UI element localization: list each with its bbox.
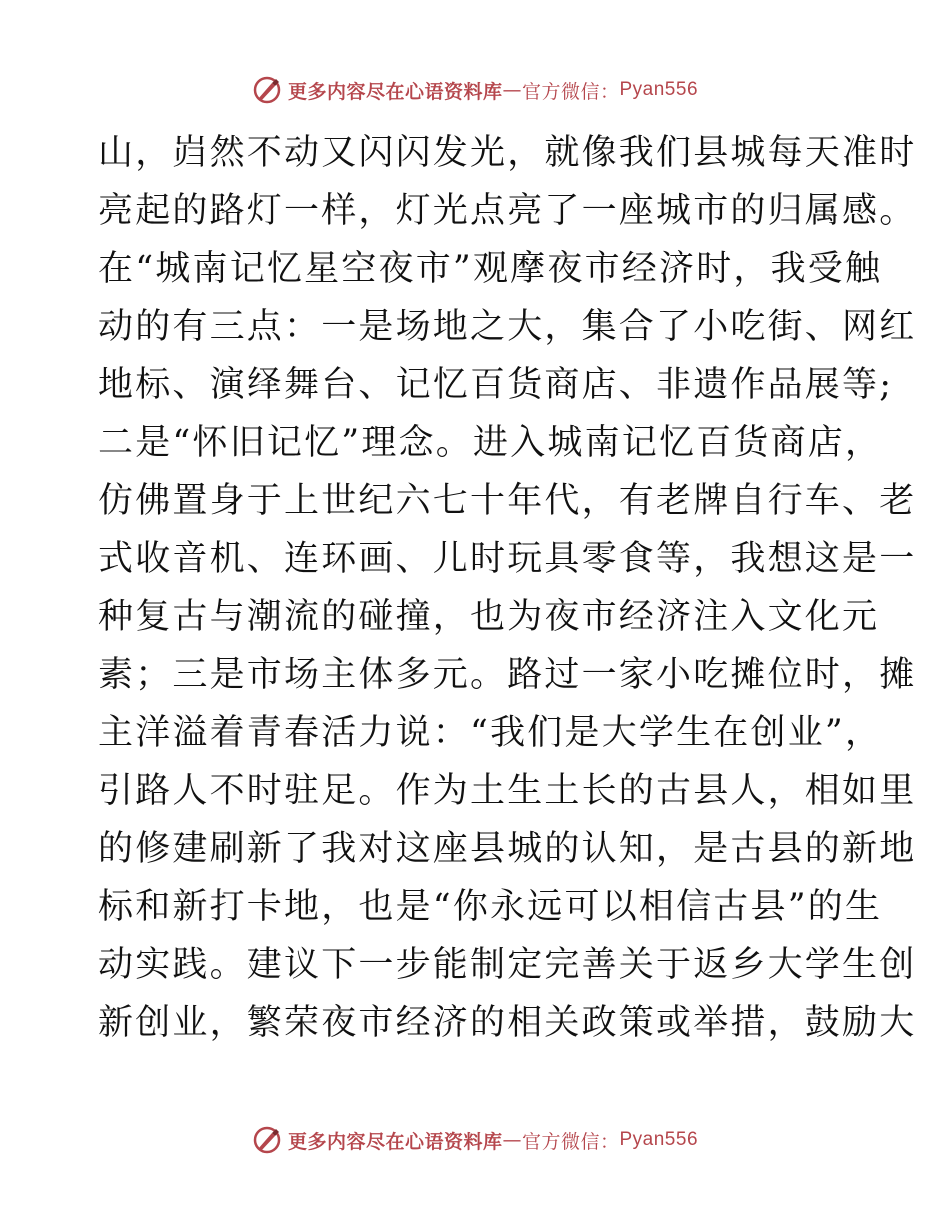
body-line: 引路人不时驻足。作为土生土长的古县人，相如里 — [98, 771, 917, 811]
banner-wechat-label: 官方微信： — [521, 1130, 620, 1153]
banner-separator: — — [502, 79, 522, 101]
body-line: 种复古与潮流的碰撞，也为夜市经济注入文化元 — [98, 597, 880, 637]
banner-brand-text: 更多内容尽在心语资料库 — [287, 80, 503, 103]
body-line: 二是“怀旧记忆”理念。进入城南记忆百货商店， — [98, 423, 883, 463]
banner-brand-text: 更多内容尽在心语资料库 — [287, 1130, 503, 1153]
footer-banner — [0, 1120, 950, 1160]
body-line: 在“城南记忆星空夜市”观摩夜市经济时，我受触 — [98, 249, 883, 289]
body-line: 式收音机、连环画、儿时玩具零食等，我想这是一 — [98, 539, 917, 579]
body-line: 动实践。建议下一步能制定完善关于返乡大学生创 — [98, 945, 917, 985]
body-line: 地标、演绎舞台、记忆百货商店、非遗作品展等; — [98, 365, 894, 405]
document-body — [98, 124, 917, 1052]
banner-separator: — — [502, 1129, 522, 1151]
body-line: 的修建刷新了我对这座县城的认知，是古县的新地 — [98, 829, 917, 869]
banner-wechat-id: Pyan556 — [619, 79, 699, 100]
body-line: 新创业，繁荣夜市经济的相关政策或举措，鼓励大 — [98, 1003, 917, 1043]
banner-wechat-label: 官方微信： — [521, 80, 620, 103]
header-banner — [0, 70, 950, 110]
body-line: 山，岿然不动又闪闪发光，就像我们县城每天准时 — [98, 133, 917, 173]
banner-wechat-id: Pyan556 — [619, 1129, 699, 1150]
body-line: 亮起的路灯一样，灯光点亮了一座城市的归属感。 — [98, 191, 917, 231]
pen-logo-icon — [252, 1125, 282, 1155]
body-line: 素；三是市场主体多元。路过一家小吃摊位时，摊 — [98, 655, 917, 695]
body-line: 标和新打卡地，也是“你永远可以相信古县”的生 — [98, 887, 883, 927]
body-line: 仿佛置身于上世纪六七十年代，有老牌自行车、老 — [98, 481, 917, 521]
body-line: 动的有三点：一是场地之大，集合了小吃街、网红 — [98, 307, 917, 347]
body-line: 主洋溢着青春活力说：“我们是大学生在创业”， — [98, 713, 883, 753]
pen-logo-icon — [252, 75, 282, 105]
